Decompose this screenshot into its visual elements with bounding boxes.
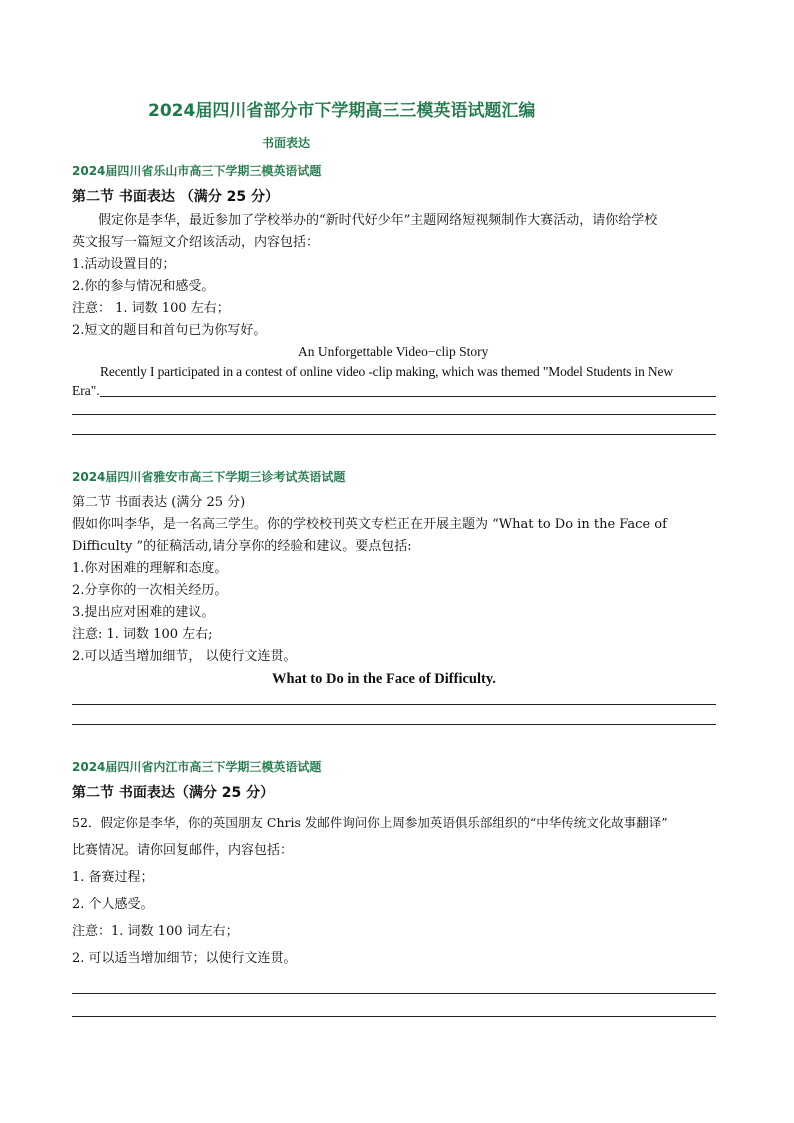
writing-line (100, 396, 716, 397)
note-line: 2.可以适当增加细节， 以使行文连贯。 (72, 649, 297, 664)
section-part-title: 第二节 书面表达 (满分 25 分) (72, 495, 246, 510)
note-line: 2.短文的题目和首句已为你写好。 (72, 323, 267, 338)
writing-line (72, 434, 716, 435)
note-line: 注意： 1. 词数 100 左右； (72, 301, 230, 316)
essay-start: Era". (72, 383, 100, 398)
essay-title: What to Do in the Face of Difficulty. (272, 671, 496, 687)
section-heading-leshan: 2024届四川省乐山市高三下学期三模英语试题 (72, 164, 322, 178)
prompt-line: 假定你是李华，最近参加了学校举办的“新时代好少年”主题网络短视频制作大赛活动，请你给学校 (98, 213, 658, 228)
requirement-item: 1.你对困难的理解和态度。 (72, 561, 228, 576)
prompt-line: 52．假定你是李华，你的英国朋友 Chris 发邮件询问你上周参加英语俱乐部组织的“中华传统文化故事翻译” (72, 815, 668, 830)
note-line: 注意: 1. 词数 100 左右; (72, 627, 213, 642)
section-heading-neijiang: 2024届四川省内江市高三下学期三模英语试题 (72, 760, 322, 774)
requirement-item: 1.活动设置目的； (72, 257, 176, 272)
requirement-item: 1. 备赛过程； (72, 870, 154, 885)
section-part-title: 第二节 书面表达（满分 25 分） (72, 785, 275, 801)
requirement-item: 3.提出应对困难的建议。 (72, 605, 215, 620)
note-line: 2. 可以适当增加细节；以使行文连贯。 (72, 951, 297, 966)
essay-start: Recently I participated in a contest of online video -clip making, which was themed "Model Students in New (100, 364, 673, 379)
writing-line (72, 704, 716, 705)
writing-line (72, 1016, 716, 1017)
section-part-title: 第二节 书面表达 （满分 25 分） (72, 189, 279, 205)
section-heading-yaan: 2024届四川省雅安市高三下学期三诊考试英语试题 (72, 470, 346, 484)
note-line: 注意：1. 词数 100 词左右； (72, 924, 239, 939)
writing-line (72, 414, 716, 415)
requirement-item: 2.分享你的一次相关经历。 (72, 583, 228, 598)
requirement-item: 2.你的参与情况和感受。 (72, 279, 215, 294)
prompt-line: Difficulty ”的征稿活动,请分享你的经验和建议。要点包括: (72, 539, 412, 554)
writing-line (72, 993, 716, 994)
requirement-item: 2. 个人感受。 (72, 897, 154, 912)
writing-line (72, 724, 716, 725)
prompt-line: 比赛情况。请你回复邮件，内容包括： (72, 843, 294, 858)
page-title: 2024届四川省部分市下学期高三三模英语试题汇编 (148, 101, 536, 121)
page-subtitle: 书面表达 (262, 136, 311, 150)
prompt-line: 英文报写一篇短文介绍该活动，内容包括： (72, 235, 320, 250)
essay-title: An Unforgettable Video−clip Story (298, 344, 489, 359)
prompt-line: 假如你叫李华，是一名高三学生。你的学校校刊英文专栏正在开展主题为 “What to Do in the Face of (72, 517, 667, 532)
